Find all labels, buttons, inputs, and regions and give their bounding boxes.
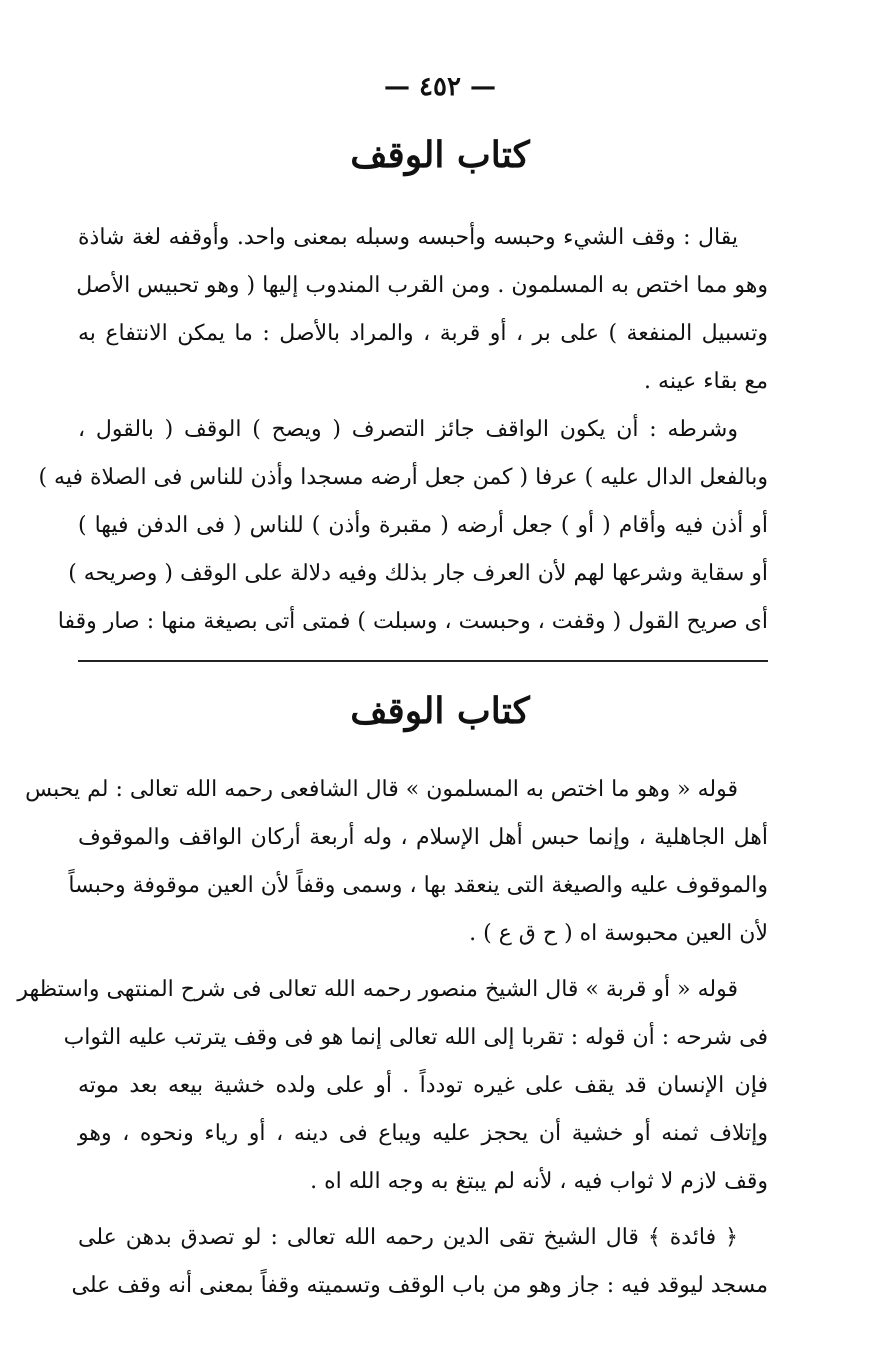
paragraph-gap <box>78 1206 768 1214</box>
text-line: فى شرحه : أن قوله : تقربا إلى الله تعالى إنما هو فى وقف يترتب عليه الثواب <box>63 1025 768 1050</box>
text-line: وقف لازم لا ثواب فيه ، لأنه لم يبتغ به وجه الله اه . <box>310 1169 768 1194</box>
text-line: أو أذن فيه وأقام ( أو ) جعل أرضه ( مقبرة وأذن ) للناس ( فى الدفن فيها ) <box>78 513 768 538</box>
text-line: أى صريح القول ( وقفت ، وحبست ، وسبلت ) فمتى أتى بصيغة منها : صار وقفا <box>57 609 768 634</box>
text-line: فإن الإنسان قد يقف على غيره تودداً . أو على ولده خشية بيعه بعد موته <box>78 1073 768 1098</box>
text-line: ﴿ فائدة ﴾ قال الشيخ تقى الدين رحمه الله تعالى : لو تصدق بدهن على <box>78 1225 738 1250</box>
text-line: قوله « وهو ما اختص به المسلمون » قال الشافعى رحمه الله تعالى : لم يحبس <box>25 777 738 802</box>
text-line: وهو مما اختص به المسلمون . ومن القرب المندوب إليها ( وهو تحبيس الأصل <box>76 273 768 298</box>
matn-text <box>38 214 768 646</box>
matn-section-title: كتاب الوقف <box>350 134 530 176</box>
text-line: مسجد ليوقد فيه : جاز وهو من باب الوقف وتسميته وقفاً بمعنى أنه وقف على <box>71 1273 768 1298</box>
text-line: وإتلاف ثمنه أو خشية أن يحجز عليه ويباع فى دينه ، أو رياء ونحوه ، وهو <box>78 1121 768 1146</box>
paragraph-gap <box>78 958 768 966</box>
text-line: لأن العين محبوسة اه ( ح ق ع ) . <box>469 921 768 946</box>
text-line: وتسبيل المنفعة ) على بر ، أو قربة ، والمراد بالأصل : ما يمكن الانتفاع به <box>78 321 768 346</box>
sharh-section-title: كتاب الوقف <box>350 690 530 732</box>
text-line: والموقوف عليه والصيغة التى ينعقد بها ، وسمى وقفاً لأن العين موقوفة وحبساً <box>68 873 768 898</box>
matn-sharh-divider <box>78 660 768 662</box>
text-line: مع بقاء عينه . <box>644 369 768 394</box>
page-number: — ٤٥٢ — <box>383 72 497 102</box>
text-line: أو سقاية وشرعها لهم لأن العرف جار بذلك وفيه دلالة على الوقف ( وصريحه ) <box>68 561 768 586</box>
sharh-text <box>17 766 768 1310</box>
text-line: أهل الجاهلية ، وإنما حبس أهل الإسلام ، وله أربعة أركان الواقف والموقوف <box>78 825 768 850</box>
text-line: يقال : وقف الشيء وحبسه وأحبسه وسبله بمعنى واحد. وأوقفه لغة شاذة <box>78 225 738 250</box>
text-line: وشرطه : أن يكون الواقف جائز التصرف ( ويصح ) الوقف ( بالقول ، <box>78 417 738 442</box>
text-line: وبالفعل الدال عليه ) عرفا ( كمن جعل أرضه مسجدا وأذن للناس فى الصلاة فيه ) <box>38 465 768 490</box>
text-line: قوله « أو قربة » قال الشيخ منصور رحمه الله تعالى فى شرح المنتهى واستظهر <box>17 977 738 1002</box>
